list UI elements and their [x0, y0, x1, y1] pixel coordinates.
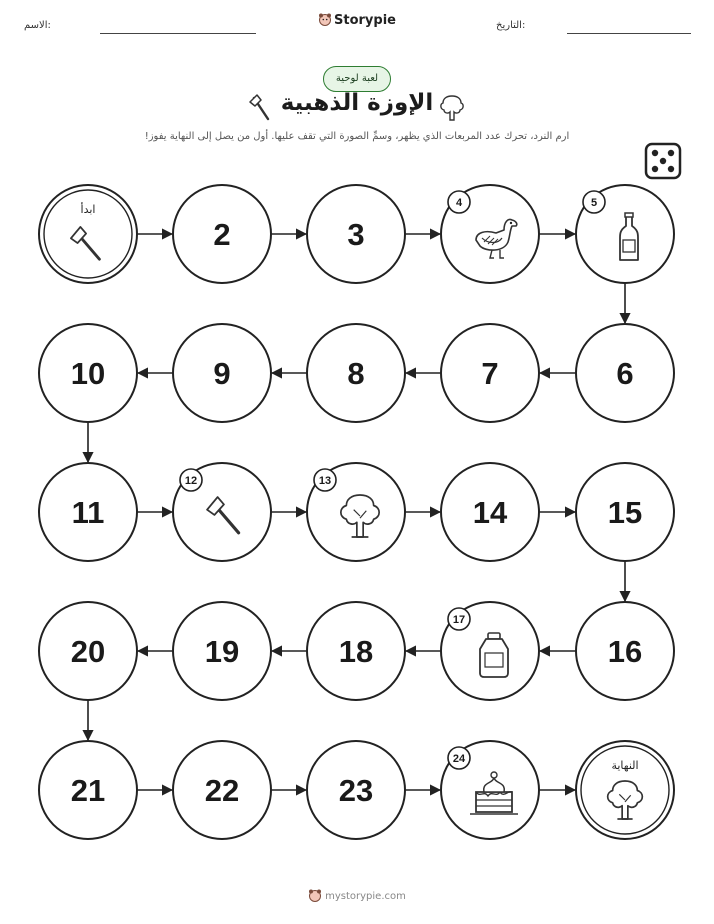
- square-number: 6: [616, 356, 634, 391]
- square-number: 17: [452, 614, 466, 626]
- board-square-19[interactable]: [173, 602, 271, 700]
- board-square-6[interactable]: [576, 324, 674, 422]
- instructions: ارم النرد، تحرك عدد المربعات الذي يظهر، وسمِّ الصورة التي تقف عليها. أول من يصل إلى النهاية يفوز!: [144, 131, 570, 142]
- board-square-23[interactable]: [307, 741, 405, 839]
- board-square-12[interactable]: [173, 463, 271, 561]
- board-square-20[interactable]: [39, 602, 137, 700]
- square-number: 10: [70, 356, 106, 391]
- square-number: 13: [318, 475, 332, 487]
- board-square-17[interactable]: [441, 602, 539, 700]
- square-number: 15: [607, 495, 643, 530]
- square-number: 8: [347, 356, 365, 391]
- date-label: التاريخ:: [496, 20, 526, 31]
- square-number: 21: [70, 773, 106, 808]
- square-number: 2: [213, 217, 231, 252]
- square-number: 11: [71, 495, 105, 530]
- board-square-11[interactable]: [39, 463, 137, 561]
- footer-url: mystorypie.com: [325, 891, 406, 902]
- storypie-logo-icon: [308, 888, 322, 902]
- square-number: 20: [70, 634, 106, 669]
- start-label: ابدأ: [80, 203, 96, 216]
- board-square-18[interactable]: [307, 602, 405, 700]
- board-square-15[interactable]: [576, 463, 674, 561]
- board-square-21[interactable]: [39, 741, 137, 839]
- name-label: الاسم:: [24, 20, 51, 31]
- square-number: 14: [472, 495, 508, 530]
- board-square-3[interactable]: [307, 185, 405, 283]
- board-square-22[interactable]: [173, 741, 271, 839]
- square-number: 22: [204, 773, 240, 808]
- board-square-5[interactable]: [576, 185, 674, 283]
- start-square[interactable]: [39, 185, 137, 283]
- board-square-10[interactable]: [39, 324, 137, 422]
- footer: [0, 888, 714, 902]
- board-square-8[interactable]: [307, 324, 405, 422]
- board-square-2[interactable]: [173, 185, 271, 283]
- board-square-24[interactable]: [441, 741, 539, 839]
- board-square-4[interactable]: [441, 185, 539, 283]
- square-number: 3: [347, 217, 365, 252]
- end-square[interactable]: [576, 741, 674, 839]
- page-title: الإوزة الذهبية: [280, 90, 434, 116]
- square-number: 5: [590, 197, 598, 209]
- board-square-7[interactable]: [441, 324, 539, 422]
- game-type-badge: لعبة لوحية: [323, 66, 391, 92]
- square-number: 9: [213, 356, 231, 391]
- board-square-14[interactable]: [441, 463, 539, 561]
- square-number: 12: [184, 475, 198, 487]
- square-number: 23: [338, 773, 374, 808]
- square-number: 7: [481, 356, 499, 391]
- square-number: 19: [204, 634, 240, 669]
- square-number: 18: [338, 634, 374, 669]
- board-square-16[interactable]: [576, 602, 674, 700]
- square-number: 16: [607, 634, 643, 669]
- square-circle: [39, 185, 137, 283]
- board-square-13[interactable]: [307, 463, 405, 561]
- end-label: النهاية: [611, 759, 639, 772]
- board-square-9[interactable]: [173, 324, 271, 422]
- brand-name: Storypie: [334, 13, 396, 28]
- square-number: 4: [455, 197, 463, 209]
- square-number: 24: [452, 753, 466, 765]
